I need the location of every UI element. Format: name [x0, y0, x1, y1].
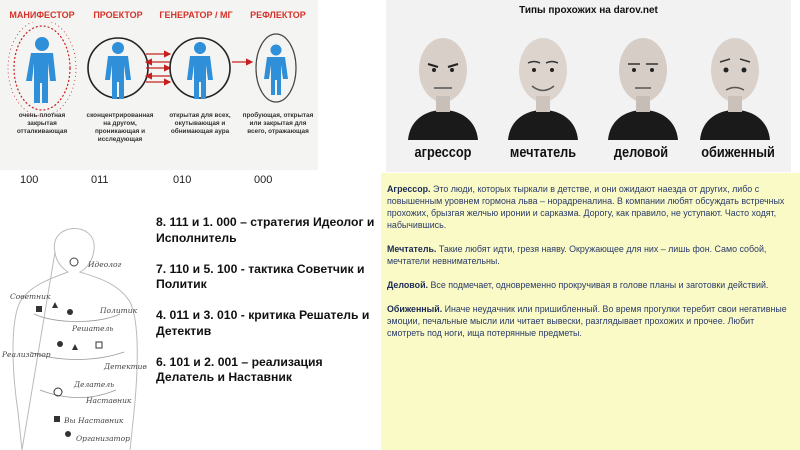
binary-codes-row [0, 172, 318, 190]
face-label: деловой [613, 144, 669, 161]
sketch-label: Советник [10, 292, 51, 301]
manifestor-caption: очень плотная закрытая отталкивающая [16, 112, 68, 135]
face-label: обиженный [701, 144, 775, 161]
description-text: Такие любят идти, грезя наяву. Окружающее для них – лишь фон. Само собой, мечтатели невнимательны. [387, 244, 767, 266]
description-dreamer [387, 243, 794, 267]
generator-caption: открытая для всех, окутывающая и обнимающая аура [169, 112, 231, 135]
sketch-label: Решатель [72, 324, 114, 333]
code-label: 000 [254, 174, 273, 186]
sketch-label: Наставник [86, 396, 132, 405]
description-text: Все подмечает, одновременно прокручивая в голове планы и заготовки действий. [428, 280, 769, 290]
strategy-item: 8. 111 и 1. 000 – стратегия Идеолог и Исполнитель [156, 215, 375, 245]
aura-types-diagram [0, 0, 318, 170]
face-businesslike-icon [598, 18, 688, 140]
code-label: 010 [173, 174, 192, 186]
sketch-label: Организатор [76, 434, 130, 443]
reflector-title: РЕФЛЕКТОР [250, 10, 306, 20]
description-aggressor [387, 183, 794, 231]
manifestor-title: МАНИФЕСТОР [9, 10, 75, 20]
description-term: Деловой. [387, 280, 428, 290]
sketch-label: Вы Наставник [64, 416, 124, 425]
strategy-item: 7. 110 и 5. 100 - тактика Советчик и Политик [156, 261, 365, 291]
strategy-list [156, 215, 381, 401]
photo-title: Типы прохожих на darov.net [519, 5, 658, 16]
face-label: агрессор [414, 144, 472, 161]
manifestor-figure-icon [8, 22, 76, 116]
description-term: Агрессор. [387, 184, 431, 194]
description-text: Это люди, которых тыркали в детстве, и они ожидают наезда от других, либо с повышенным уровнем гормона льва – норадреналина. В компании любят обсуждать встречных прохожих, брызгая желчью иронии и сарказма. Дорогу, как правило, не уступают. Часто ходят, набычившись. [387, 184, 785, 230]
type-descriptions [381, 173, 800, 450]
face-dreamer-icon [498, 18, 588, 140]
face-label: мечтатель [509, 144, 577, 161]
body-sketch [0, 212, 150, 450]
description-businesslike [387, 279, 794, 291]
face-aggressor-icon [398, 18, 488, 140]
description-term: Обиженный. [387, 304, 443, 314]
sketch-label: Детектив [104, 362, 147, 371]
description-term: Мечтатель. [387, 244, 437, 254]
projector-figure-icon [88, 38, 148, 99]
projector-title: ПРОЕКТОР [93, 10, 143, 20]
strategy-item: 6. 101 и 2. 001 – реализация Делатель и Наставник [156, 354, 323, 384]
passerby-types-photo [386, 0, 791, 172]
sketch-label: Политик [100, 306, 138, 315]
code-label: 011 [91, 174, 109, 186]
reflector-caption: пробующая, открытая или закрытая для всего, отражающая [242, 112, 314, 135]
face-offended-icon [690, 18, 780, 140]
projector-caption: сконцентрированная на другом, проникающая и исследующая [86, 112, 154, 143]
generator-title: ГЕНЕРАТОР / МГ [159, 10, 233, 20]
strategy-item: 4. 011 и 3. 010 - критика Решатель и Детектив [156, 308, 370, 338]
description-offended [387, 303, 794, 339]
reflector-figure-icon [256, 34, 296, 102]
sketch-label: Делатель [74, 380, 115, 389]
sketch-label: Реализатор [2, 350, 51, 359]
description-text: Иначе неудачник или пришибленный. Во время прогулки теребит свои негативные эмоции, печальные мысли или читает вывески, разглядывает прохожих и прочее. Любит смотреть под ноги, ища потерянные предметы. [387, 304, 787, 338]
sketch-label: Идеолог [88, 260, 122, 269]
generator-figure-icon [146, 38, 252, 99]
code-label: 100 [20, 174, 39, 186]
